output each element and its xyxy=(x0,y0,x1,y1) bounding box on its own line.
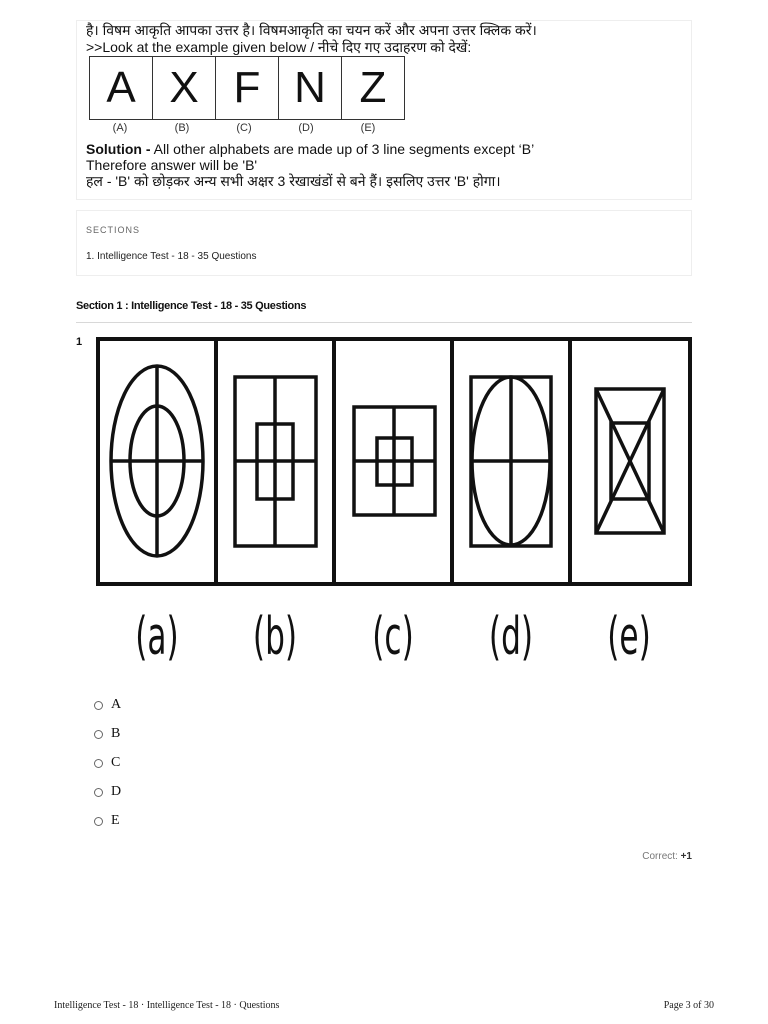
option-label: C xyxy=(111,755,121,770)
figure-label-d: (d) xyxy=(488,607,534,667)
figure-label-e: (e) xyxy=(607,607,651,667)
option-d[interactable] xyxy=(94,784,121,800)
hindi-instruction: है। विषम आकृति आपका उत्तर है। विषमआकृति का चयन करें और अपना उत्तर क्लिक करें। xyxy=(86,22,537,38)
correct-value: +1 xyxy=(680,851,692,862)
correct-score xyxy=(642,851,692,862)
figure-a-concentric-ellipses xyxy=(111,366,203,556)
example-letter-x: X xyxy=(153,57,216,120)
section-title: Section 1 : Intelligence Test - 18 - 35 Questions xyxy=(76,300,307,312)
option-label: D xyxy=(111,784,122,799)
sections-heading: SECTIONS xyxy=(86,225,141,235)
option-label: B xyxy=(111,726,121,741)
example-letter-f: F xyxy=(216,57,279,120)
question-number: 1 xyxy=(76,336,83,348)
figure-d-ellipse-in-rectangle xyxy=(471,377,551,546)
example-option-label: (D) xyxy=(298,122,314,134)
radio-button[interactable] xyxy=(94,759,103,768)
option-e[interactable] xyxy=(94,813,120,829)
option-label: A xyxy=(111,697,122,712)
figure-c-nested-squares xyxy=(354,407,435,515)
question-figure xyxy=(96,337,692,587)
correct-label: Correct: xyxy=(642,851,678,862)
look-example-text: >>Look at the example given below / नीचे दिए गए उदाहरण को देखें: xyxy=(86,39,472,55)
example-letter-table xyxy=(89,56,405,120)
example-option-label: (A) xyxy=(112,122,128,134)
divider xyxy=(76,322,692,323)
figure-e-rectangle-crossed xyxy=(596,389,664,533)
option-c[interactable] xyxy=(94,755,120,771)
figure-label-c: (c) xyxy=(372,607,414,667)
example-letter-z: Z xyxy=(342,57,405,120)
radio-button[interactable] xyxy=(94,730,103,739)
example-option-labels xyxy=(89,122,399,134)
example-option-label: (B) xyxy=(174,122,190,134)
footer-title: Intelligence Test - 18 · Intelligence Test - 18 · Questions xyxy=(54,1000,280,1011)
example-letter-a: A xyxy=(90,57,153,120)
therefore-text: Therefore answer will be 'B' xyxy=(86,157,258,173)
sections-box xyxy=(76,210,692,276)
figure-label-a: (a) xyxy=(135,607,179,667)
solution-label: Solution - xyxy=(86,141,151,157)
example-option-label: (E) xyxy=(360,122,376,134)
radio-button[interactable] xyxy=(94,788,103,797)
hindi-solution: हल - 'B' को छोड़कर अन्य सभी अक्षर 3 रेखाखंडों से बने हैं। इसलिए उत्तर 'B' होगा। xyxy=(86,173,501,189)
figure-label-b: (b) xyxy=(252,607,298,667)
option-label: E xyxy=(111,813,120,828)
solution-body: All other alphabets are made up of 3 line segments except ‘B’ xyxy=(153,141,535,157)
figure-b-nested-rectangles xyxy=(235,377,316,546)
page-number: Page 3 of 30 xyxy=(663,1000,714,1011)
section-list-item[interactable]: 1. Intelligence Test - 18 - 35 Questions xyxy=(86,251,257,262)
option-b[interactable] xyxy=(94,726,120,742)
solution-text xyxy=(86,141,534,157)
option-a[interactable] xyxy=(94,697,121,713)
radio-button[interactable] xyxy=(94,817,103,826)
example-option-label: (C) xyxy=(236,122,252,134)
example-letter-n: N xyxy=(279,57,342,120)
radio-button[interactable] xyxy=(94,701,103,710)
